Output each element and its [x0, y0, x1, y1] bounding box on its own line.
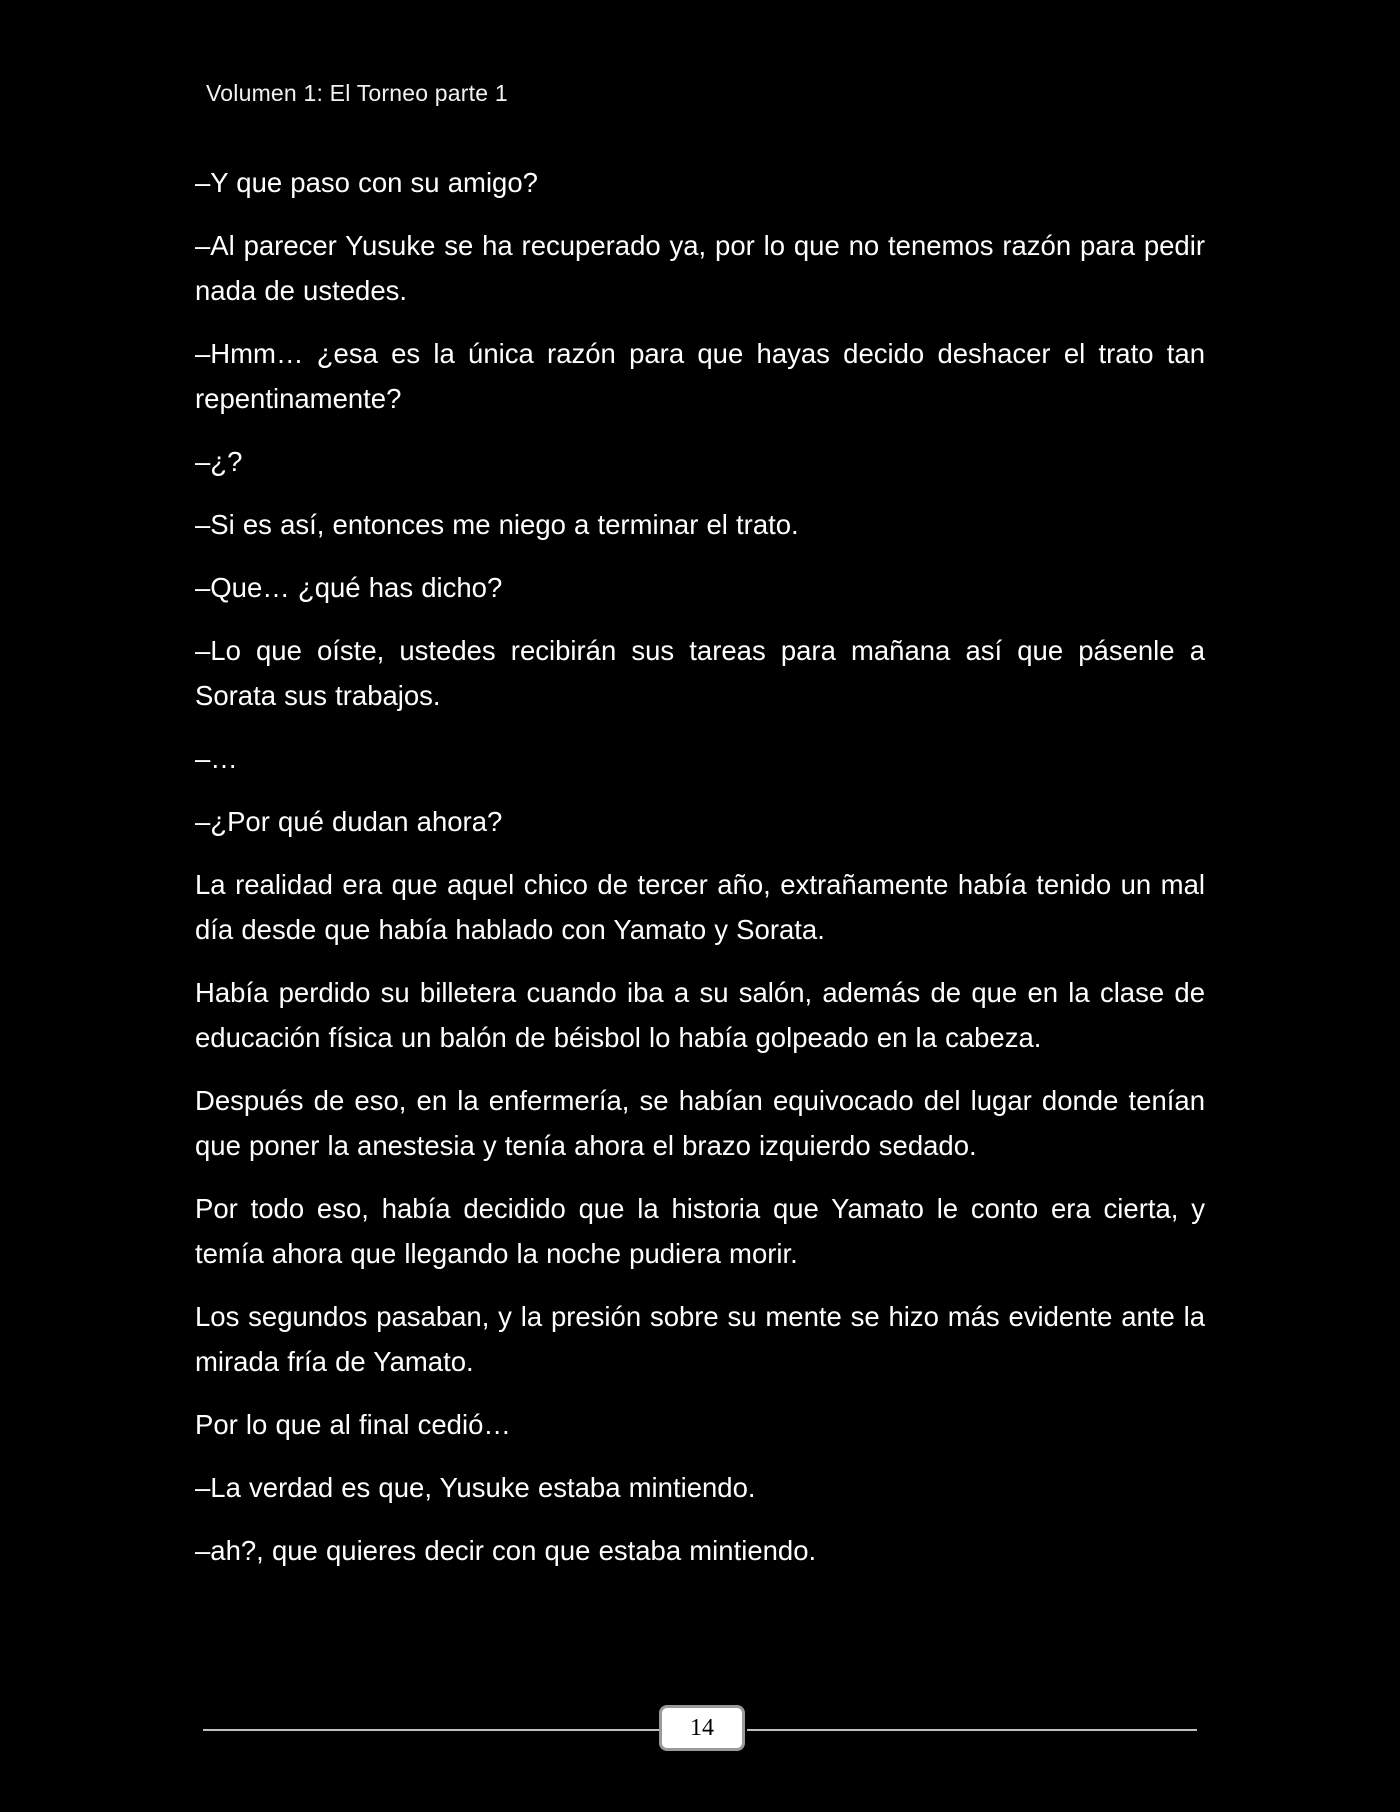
paragraph: Por lo que al final cedió… [195, 1409, 511, 1440]
body-text [195, 160, 1205, 1591]
running-header-title: Volumen 1: El Torneo parte 1 [206, 80, 508, 106]
paragraph: –Y que paso con su amigo? [195, 167, 538, 198]
paragraph: –ah?, que quieres decir con que estaba mintiendo. [195, 1535, 817, 1566]
paragraph: –Lo que oíste, ustedes recibirán sus tareas para mañana así que pásenle a Sorata sus trabajos. [195, 635, 1205, 711]
paragraph: –¿? [195, 446, 243, 477]
paragraph: –… [195, 743, 238, 774]
paragraph: Por todo eso, había decidido que la historia que Yamato le conto era cierta, y temía ahora que llegando la noche pudiera morir. [195, 1193, 1205, 1269]
footer-rule-left [203, 1729, 661, 1731]
paragraph: Los segundos pasaban, y la presión sobre su mente se hizo más evidente ante la mirada fría de Yamato. [195, 1301, 1205, 1377]
page-number [659, 1705, 745, 1751]
page-footer [203, 1705, 1197, 1755]
paragraph: –Al parecer Yusuke se ha recuperado ya, por lo que no tenemos razón para pedir nada de ustedes. [195, 230, 1205, 306]
footer-rule-right [747, 1729, 1197, 1731]
paragraph: Después de eso, en la enfermería, se habían equivocado del lugar donde tenían que poner la anestesia y tenía ahora el brazo izquierdo sedado. [195, 1085, 1205, 1161]
paragraph: Había perdido su billetera cuando iba a su salón, además de que en la clase de educación física un balón de béisbol lo había golpeado en la cabeza. [195, 977, 1205, 1053]
paragraph: –¿Por qué dudan ahora? [195, 806, 503, 837]
paragraph: –Hmm… ¿esa es la única razón para que hayas decido deshacer el trato tan repentinamente? [195, 338, 1205, 414]
paragraph: –Si es así, entonces me niego a terminar el trato. [195, 509, 799, 540]
page-number-label: 14 [690, 1714, 714, 1741]
paragraph: La realidad era que aquel chico de tercer año, extrañamente había tenido un mal día desde que había hablado con Yamato y Sorata. [195, 869, 1205, 945]
paragraph: –Que… ¿qué has dicho? [195, 572, 503, 603]
paragraph: –La verdad es que, Yusuke estaba mintiendo. [195, 1472, 756, 1503]
